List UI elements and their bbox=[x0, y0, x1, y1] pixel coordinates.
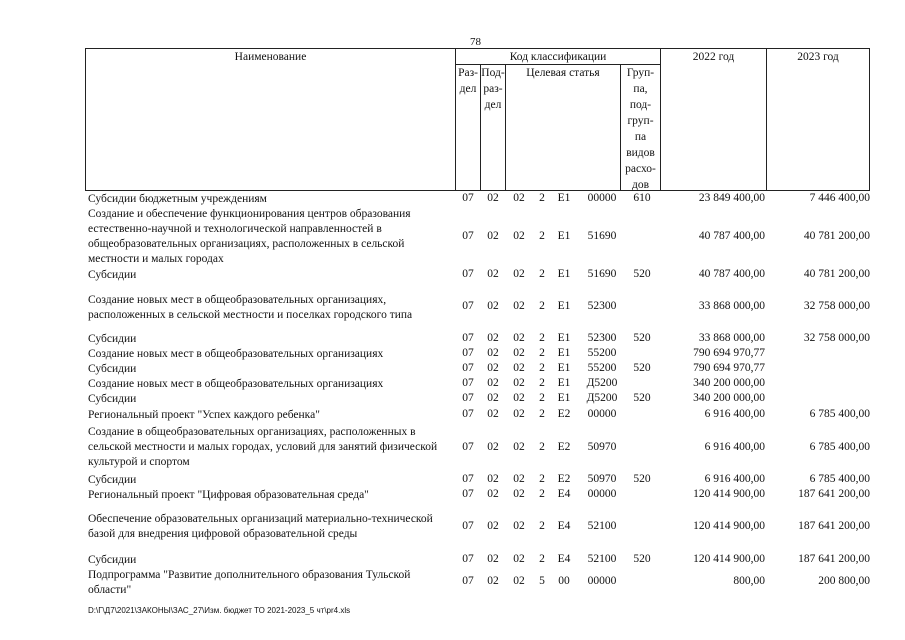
row-article-direction: 52100 bbox=[587, 520, 617, 532]
row-name: Создание в общеобразовательных организациях, расположенных в сельской местности и малых городах, условий для занятий физической культурой и спортом bbox=[88, 426, 438, 468]
row-amount-2022: 340 200 000,00 bbox=[693, 392, 765, 404]
row-name: Субсидии bbox=[88, 474, 137, 486]
header-group-line-2: па, bbox=[633, 83, 648, 95]
table-row bbox=[0, 553, 905, 568]
row-subsection: 02 bbox=[487, 488, 499, 500]
row-article-project: Е2 bbox=[557, 408, 571, 420]
row-section: 07 bbox=[462, 300, 474, 312]
table-row bbox=[0, 207, 905, 267]
file-path-footer: D:\Г\Д7\2021\ЗАКОНЫ\ЗАС_27\Изм. бюджет ТО 2021-2023_5 чт\pr4.xls bbox=[88, 606, 351, 615]
row-article-direction: 00000 bbox=[587, 192, 617, 204]
row-amount-2023: 6 785 400,00 bbox=[809, 473, 870, 485]
row-amount-2022: 33 868 000,00 bbox=[698, 300, 765, 312]
row-expense-group: 520 bbox=[633, 362, 651, 374]
row-name: Создание новых мест в общеобразовательных организациях bbox=[88, 348, 384, 360]
row-section: 07 bbox=[462, 553, 474, 565]
row-article-program: 02 bbox=[513, 230, 525, 242]
row-article-subprogram: 2 bbox=[539, 520, 545, 532]
row-article-subprogram: 2 bbox=[539, 332, 545, 344]
row-article-subprogram: 2 bbox=[539, 230, 545, 242]
row-name: Субсидии bbox=[88, 554, 137, 566]
row-article-direction: 52300 bbox=[587, 300, 617, 312]
header-group-line-3: под- bbox=[629, 99, 652, 111]
table-row bbox=[0, 377, 905, 392]
row-amount-2023: 40 781 200,00 bbox=[803, 230, 870, 242]
row-article-project: Е4 bbox=[557, 553, 571, 565]
table-row bbox=[0, 192, 905, 207]
row-amount-2023: 187 641 200,00 bbox=[798, 553, 870, 565]
row-amount-2022: 790 694 970,77 bbox=[693, 362, 765, 374]
table-row bbox=[0, 568, 905, 600]
row-article-direction: 50970 bbox=[587, 441, 617, 453]
row-article-project: Е1 bbox=[557, 347, 571, 359]
row-subsection: 02 bbox=[487, 332, 499, 344]
header-group-line-4: груп- bbox=[627, 115, 654, 127]
row-article-direction: 00000 bbox=[587, 575, 617, 587]
row-subsection: 02 bbox=[487, 553, 499, 565]
row-expense-group: 610 bbox=[633, 192, 651, 204]
row-name: Субсидии bbox=[88, 269, 137, 281]
row-amount-2022: 120 414 900,00 bbox=[693, 488, 765, 500]
row-expense-group: 520 bbox=[633, 473, 651, 485]
row-subsection: 02 bbox=[487, 520, 499, 532]
table-row bbox=[0, 293, 905, 325]
row-article-program: 02 bbox=[513, 268, 525, 280]
row-section: 07 bbox=[462, 408, 474, 420]
row-article-subprogram: 2 bbox=[539, 347, 545, 359]
row-amount-2022: 40 787 400,00 bbox=[698, 230, 765, 242]
row-article-subprogram: 2 bbox=[539, 408, 545, 420]
row-article-direction: 55200 bbox=[587, 347, 617, 359]
row-article-direction: 55200 bbox=[587, 362, 617, 374]
table-row bbox=[0, 362, 905, 377]
row-amount-2022: 120 414 900,00 bbox=[693, 553, 765, 565]
row-amount-2022: 800,00 bbox=[733, 575, 765, 587]
header-group-line-5: па bbox=[634, 131, 647, 143]
row-article-subprogram: 2 bbox=[539, 300, 545, 312]
header-section-line-1: Раз- bbox=[458, 67, 478, 79]
header-group-line-1: Груп- bbox=[626, 67, 655, 79]
row-article-subprogram: 2 bbox=[539, 441, 545, 453]
row-article-program: 02 bbox=[513, 553, 525, 565]
row-amount-2023: 40 781 200,00 bbox=[803, 268, 870, 280]
row-name: Субсидии bbox=[88, 393, 137, 405]
row-article-project: Е4 bbox=[557, 520, 571, 532]
row-subsection: 02 bbox=[487, 362, 499, 374]
row-amount-2022: 120 414 900,00 bbox=[693, 520, 765, 532]
row-amount-2022: 6 916 400,00 bbox=[704, 473, 765, 485]
row-name: Субсидии bbox=[88, 363, 137, 375]
row-article-program: 02 bbox=[513, 441, 525, 453]
row-name: Подпрограмма "Развитие дополнительного образования Тульской области" bbox=[88, 569, 411, 596]
row-article-program: 02 bbox=[513, 377, 525, 389]
row-article-program: 02 bbox=[513, 362, 525, 374]
row-article-direction: 52300 bbox=[587, 332, 617, 344]
row-article-subprogram: 2 bbox=[539, 377, 545, 389]
table-row bbox=[0, 392, 905, 407]
row-amount-2023: 187 641 200,00 bbox=[798, 520, 870, 532]
row-article-program: 02 bbox=[513, 192, 525, 204]
row-article-direction: Д5200 bbox=[586, 392, 618, 404]
header-subsection-line-1: Под- bbox=[481, 67, 505, 79]
row-amount-2022: 40 787 400,00 bbox=[698, 268, 765, 280]
row-amount-2022: 6 916 400,00 bbox=[704, 408, 765, 420]
table-row bbox=[0, 268, 905, 283]
row-article-program: 02 bbox=[513, 473, 525, 485]
header-section bbox=[456, 65, 480, 97]
row-amount-2023: 6 785 400,00 bbox=[809, 441, 870, 453]
row-subsection: 02 bbox=[487, 392, 499, 404]
row-section: 07 bbox=[462, 575, 474, 587]
page-number: 78 bbox=[470, 36, 481, 48]
row-section: 07 bbox=[462, 268, 474, 280]
row-amount-2023: 7 446 400,00 bbox=[809, 192, 870, 204]
row-article-subprogram: 2 bbox=[539, 362, 545, 374]
row-subsection: 02 bbox=[487, 230, 499, 242]
row-amount-2022: 790 694 970,77 bbox=[693, 347, 765, 359]
row-article-direction: 50970 bbox=[587, 473, 617, 485]
table-row bbox=[0, 512, 905, 544]
row-subsection: 02 bbox=[487, 473, 499, 485]
row-article-subprogram: 2 bbox=[539, 488, 545, 500]
row-article-subprogram: 2 bbox=[539, 392, 545, 404]
row-amount-2023: 32 758 000,00 bbox=[803, 332, 870, 344]
row-subsection: 02 bbox=[487, 300, 499, 312]
row-amount-2023: 200 800,00 bbox=[818, 575, 870, 587]
row-name: Создание новых мест в общеобразовательных организациях, расположенных в сельской местности и поселках городского типа bbox=[88, 294, 413, 321]
row-name: Создание и обеспечение функционирования центров образования естественно-научной и технологической направленностей в общеобразовательных организациях, расположенных в сельской местности и малых городах bbox=[88, 208, 411, 265]
row-amount-2022: 6 916 400,00 bbox=[704, 441, 765, 453]
row-article-program: 02 bbox=[513, 392, 525, 404]
row-article-project: Е1 bbox=[557, 362, 571, 374]
row-article-project: Е1 bbox=[557, 392, 571, 404]
row-name: Региональный проект "Успех каждого ребенка" bbox=[88, 409, 320, 421]
table-row bbox=[0, 473, 905, 488]
row-article-project: Е2 bbox=[557, 473, 571, 485]
row-article-subprogram: 5 bbox=[539, 575, 545, 587]
row-name: Региональный проект "Цифровая образовательная среда" bbox=[88, 489, 369, 501]
row-amount-2023: 6 785 400,00 bbox=[809, 408, 870, 420]
row-name: Создание новых мест в общеобразовательных организациях bbox=[88, 378, 384, 390]
row-subsection: 02 bbox=[487, 192, 499, 204]
row-section: 07 bbox=[462, 520, 474, 532]
row-article-program: 02 bbox=[513, 332, 525, 344]
row-amount-2022: 340 200 000,00 bbox=[693, 377, 765, 389]
row-article-direction: 51690 bbox=[587, 268, 617, 280]
header-group bbox=[621, 65, 660, 193]
header-section-line-2: дел bbox=[459, 83, 477, 95]
row-amount-2023: 32 758 000,00 bbox=[803, 300, 870, 312]
row-article-program: 02 bbox=[513, 408, 525, 420]
row-section: 07 bbox=[462, 192, 474, 204]
header-year-2022: 2022 год bbox=[692, 51, 735, 63]
row-article-project: Е1 bbox=[557, 377, 571, 389]
table-row bbox=[0, 425, 905, 471]
row-expense-group: 520 bbox=[633, 332, 651, 344]
row-article-project: Е1 bbox=[557, 300, 571, 312]
row-section: 07 bbox=[462, 230, 474, 242]
row-article-direction: 00000 bbox=[587, 488, 617, 500]
row-article-program: 02 bbox=[513, 575, 525, 587]
row-article-project: Е2 bbox=[557, 441, 571, 453]
row-section: 07 bbox=[462, 441, 474, 453]
row-section: 07 bbox=[462, 392, 474, 404]
row-article-project: Е4 bbox=[557, 488, 571, 500]
row-article-program: 02 bbox=[513, 520, 525, 532]
header-subsection-line-3: дел bbox=[484, 99, 502, 111]
row-section: 07 bbox=[462, 473, 474, 485]
header-group-line-6: видов bbox=[626, 147, 655, 159]
row-subsection: 02 bbox=[487, 441, 499, 453]
row-article-direction: Д5200 bbox=[586, 377, 618, 389]
header-name: Наименование bbox=[234, 51, 307, 63]
row-article-project: Е1 bbox=[557, 192, 571, 204]
header-group-line-7: расхо- bbox=[625, 163, 656, 175]
row-article-subprogram: 2 bbox=[539, 473, 545, 485]
row-section: 07 bbox=[462, 488, 474, 500]
row-section: 07 bbox=[462, 347, 474, 359]
row-amount-2023: 187 641 200,00 bbox=[798, 488, 870, 500]
row-name: Субсидии бюджетным учреждениям bbox=[88, 193, 267, 205]
table-row bbox=[0, 332, 905, 347]
row-section: 07 bbox=[462, 332, 474, 344]
row-name: Субсидии bbox=[88, 333, 137, 345]
row-subsection: 02 bbox=[487, 377, 499, 389]
row-subsection: 02 bbox=[487, 347, 499, 359]
row-subsection: 02 bbox=[487, 408, 499, 420]
row-expense-group: 520 bbox=[633, 553, 651, 565]
table-row bbox=[0, 408, 905, 423]
row-subsection: 02 bbox=[487, 575, 499, 587]
row-article-project: Е1 bbox=[557, 230, 571, 242]
row-article-direction: 52100 bbox=[587, 553, 617, 565]
row-subsection: 02 bbox=[487, 268, 499, 280]
header-subsection-line-2: раз- bbox=[483, 83, 503, 95]
header-year-2023: 2023 год bbox=[797, 51, 839, 63]
header-classification: Код классификации bbox=[509, 51, 607, 63]
table-row bbox=[0, 488, 905, 503]
row-article-direction: 00000 bbox=[587, 408, 617, 420]
row-article-program: 02 bbox=[513, 300, 525, 312]
row-expense-group: 520 bbox=[633, 268, 651, 280]
row-article-program: 02 bbox=[513, 488, 525, 500]
row-expense-group: 520 bbox=[633, 392, 651, 404]
header-subsection bbox=[481, 65, 505, 113]
row-article-direction: 51690 bbox=[587, 230, 617, 242]
row-section: 07 bbox=[462, 362, 474, 374]
row-section: 07 bbox=[462, 377, 474, 389]
row-article-subprogram: 2 bbox=[539, 553, 545, 565]
row-article-program: 02 bbox=[513, 347, 525, 359]
row-article-subprogram: 2 bbox=[539, 268, 545, 280]
row-article-project: Е1 bbox=[557, 268, 571, 280]
table-row bbox=[0, 347, 905, 362]
row-name: Обеспечение образовательных организаций материально-технической базой для внедрения цифровой образовательной среды bbox=[88, 513, 433, 540]
row-amount-2022: 23 849 400,00 bbox=[698, 192, 765, 204]
row-article-project: Е1 bbox=[557, 332, 571, 344]
header-target-article: Целевая статья bbox=[526, 67, 600, 79]
header-group-line-8: дов bbox=[631, 179, 650, 191]
row-article-subprogram: 2 bbox=[539, 192, 545, 204]
row-amount-2022: 33 868 000,00 bbox=[698, 332, 765, 344]
row-article-project: 00 bbox=[558, 575, 570, 587]
